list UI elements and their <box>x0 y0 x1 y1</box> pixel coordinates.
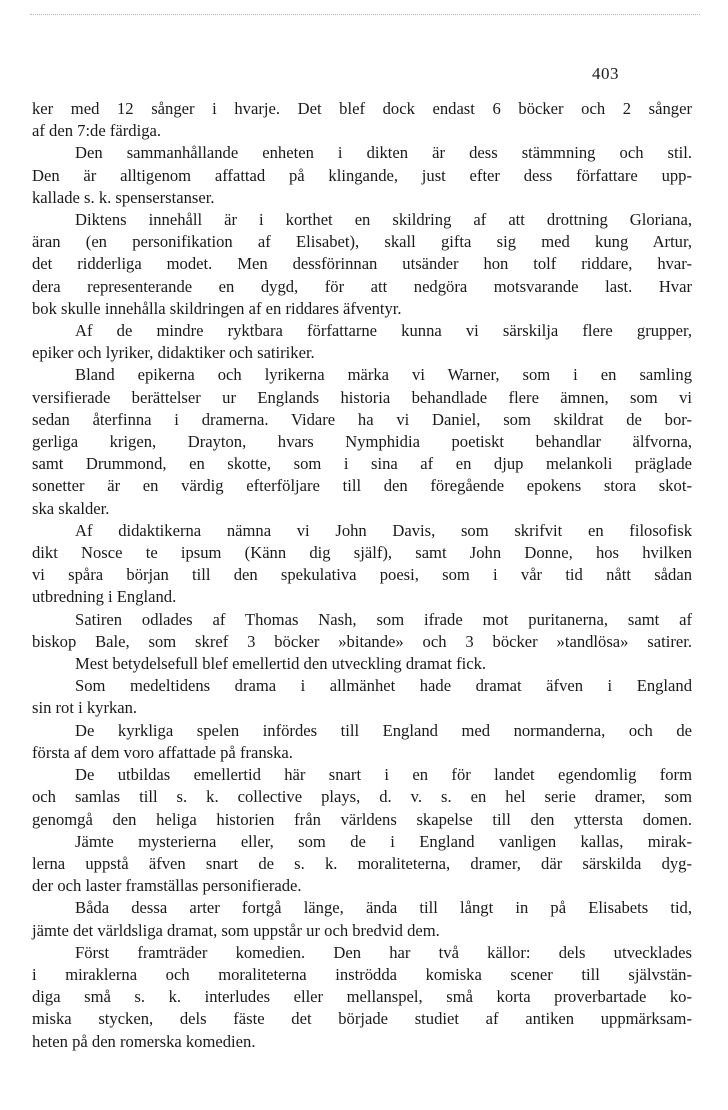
text-line: epiker och lyriker, didaktiker och satiriker. <box>32 343 315 363</box>
text-line: De utbildas emellertid här snart i en för landet egendomlig form <box>75 765 692 785</box>
text-line: Bland epikerna och lyrikerna märka vi Warner, som i en samling <box>75 365 692 385</box>
text-line: utbredning i England. <box>32 587 177 607</box>
text-line: Diktens innehåll är i korthet en skildring af att drottning Gloriana, <box>75 210 692 230</box>
text-line: miska stycken, dels fäste det började studiet af antiken uppmärksam- <box>32 1009 692 1029</box>
text-line: dera representerande en dygd, för att nedgöra motsvarande last. Hvar <box>32 276 692 296</box>
text-line: Den sammanhållande enheten i dikten är dess stämmning och stil. <box>75 143 692 163</box>
text-line: och samlas till s. k. collective plays, d. v. s. en hel serie dramer, som <box>32 787 692 807</box>
text-line: diga små s. k. interludes eller mellanspel, små korta proverbartade ko- <box>32 987 692 1007</box>
text-line: versifierade berättelser ur Englands historia behandlade flere ämnen, som vi <box>32 387 692 407</box>
text-line: ska skalder. <box>32 498 110 518</box>
text-line: af den 7:de färdiga. <box>32 121 161 141</box>
body-text <box>32 98 692 1053</box>
text-line: Jämte mysterierna eller, som de i England vanligen kallas, mirak- <box>75 831 692 851</box>
text-line: kallade s. k. spenserstanser. <box>32 187 215 207</box>
text-line: Båda dessa arter fortgå länge, ända till långt in på Elisabets tid, <box>75 898 692 918</box>
text-line: i miraklerna och moraliteterna inströdda komiska scener till självstän- <box>32 964 692 984</box>
text-line: äran (en personifikation af Elisabet), skall gifta sig med kung Artur, <box>32 232 692 252</box>
text-line: biskop Bale, som skref 3 böcker »bitande» och 3 böcker »tandlösa» satirer. <box>32 631 692 651</box>
text-line: sin rot i kyrkan. <box>32 698 138 718</box>
text-line: sonetter är en värdig efterföljare till den föregående epokens stora skot- <box>32 476 692 496</box>
text-line: heten på den romerska komedien. <box>32 1031 256 1051</box>
text-line: De kyrkliga spelen infördes till England med normanderna, och de <box>75 720 692 740</box>
text-line: gerliga krigen, Drayton, hvars Nymphidia poetiskt behandlar älfvorna, <box>32 432 692 452</box>
text-line: samt Drummond, en skotte, som i sina af en djup melankoli präglade <box>32 454 692 474</box>
text-line: Af de mindre ryktbara författarne kunna vi särskilja flere grupper, <box>75 321 692 341</box>
text-line: Den är alltigenom affattad på klingande, just efter dess författare upp- <box>32 165 692 185</box>
text-line: der och laster framställas personifierade. <box>32 876 302 896</box>
text-line: genomgå den heliga historien från världens skapelse till den yttersta domen. <box>32 809 692 829</box>
text-line: dikt Nosce te ipsum (Känn dig själf), samt John Donne, hos hvilken <box>32 543 692 563</box>
text-line: Först framträder komedien. Den har två källor: dels utvecklades <box>75 942 692 962</box>
text-line: vi spåra början till den spekulativa poesi, som i vår tid nått sådan <box>32 565 692 585</box>
text-line: lerna uppstå äfven snart de s. k. moraliteterna, dramer, där särskilda dyg- <box>32 853 692 873</box>
text-line: det ridderliga modet. Men dessförinnan utsänder hon tolf riddare, hvar- <box>32 254 692 274</box>
text-line: Som medeltidens drama i allmänhet hade dramat äfven i England <box>75 676 692 696</box>
text-line: första af dem voro affattade på franska. <box>32 742 293 762</box>
text-line: bok skulle innehålla skildringen af en riddares äfventyr. <box>32 298 402 318</box>
text-line: Mest betydelsefull blef emellertid den utveckling dramat fick. <box>75 654 487 674</box>
text-line: jämte det världsliga dramat, som uppstår ur och bredvid dem. <box>32 920 440 940</box>
text-line: sedan återfinna i dramerna. Vidare ha vi Daniel, som skildrat de bor- <box>32 409 692 429</box>
text-line: ker med 12 sånger i hvarje. Det blef dock endast 6 böcker och 2 sånger <box>32 99 692 118</box>
top-edge-rule <box>30 14 700 16</box>
text-line: Satiren odlades af Thomas Nash, som ifrade mot puritanerna, samt af <box>75 609 692 629</box>
page-number: 403 <box>592 64 619 83</box>
text-line: Af didaktikerna nämna vi John Davis, som skrifvit en filosofisk <box>75 520 692 540</box>
